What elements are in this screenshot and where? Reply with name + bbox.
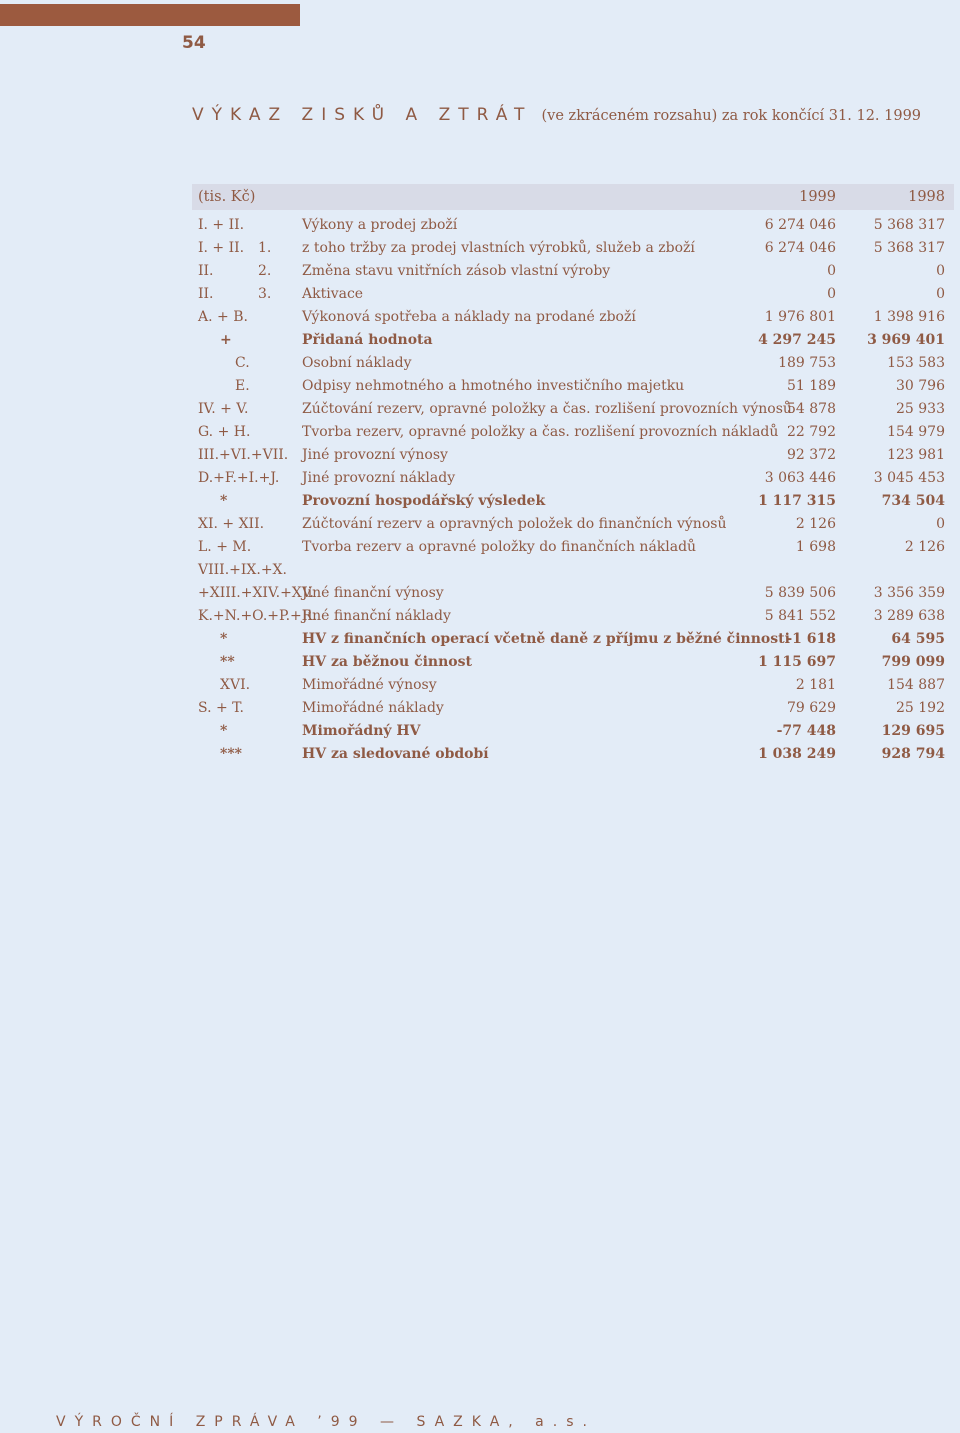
row-subnumber: 2. xyxy=(258,263,272,279)
row-code: XVI. xyxy=(220,677,251,693)
row-value-1998: 3 045 453 xyxy=(873,470,945,486)
row-value-1999: -77 448 xyxy=(776,723,836,739)
row-description: z toho tržby za prodej vlastních výrobků, služeb a zboží xyxy=(302,240,695,256)
row-code: II. xyxy=(198,263,214,279)
table-row-subtotal xyxy=(192,628,954,651)
table-row xyxy=(192,306,954,329)
row-value-1999: 51 189 xyxy=(787,378,836,394)
row-code: I. + II. xyxy=(198,217,245,233)
row-value-1998: 5 368 317 xyxy=(873,240,945,256)
row-value-1999: 79 629 xyxy=(787,700,836,716)
row-code: * xyxy=(220,493,228,509)
table-row-subtotal xyxy=(192,490,954,513)
row-code: D.+F.+I.+J. xyxy=(198,470,280,486)
row-value-1999: 6 274 046 xyxy=(764,240,836,256)
row-code: +XIII.+XIV.+XV. xyxy=(198,585,314,601)
table-row xyxy=(192,398,954,421)
row-value-1998: 154 887 xyxy=(887,677,945,693)
row-value-1998: 2 126 xyxy=(904,539,945,555)
row-code: S. + T. xyxy=(198,700,244,716)
report-title: VÝKAZ ZISKŮ A ZTRÁT xyxy=(192,105,533,125)
row-value-1998: 1 398 916 xyxy=(873,309,945,325)
row-description: Mimořádný HV xyxy=(302,723,421,739)
table-row xyxy=(192,237,954,260)
row-code: * xyxy=(220,723,228,739)
table-row xyxy=(192,605,954,628)
row-value-1999: 6 274 046 xyxy=(764,217,836,233)
row-value-1998: 0 xyxy=(936,516,945,532)
row-code: + xyxy=(220,332,232,348)
column-header-1998: 1998 xyxy=(908,189,945,205)
row-description: Mimořádné výnosy xyxy=(302,677,437,693)
row-value-1998: 25 933 xyxy=(896,401,945,417)
row-code: E. xyxy=(235,378,250,394)
table-row-total xyxy=(192,743,954,766)
row-value-1998: 123 981 xyxy=(887,447,945,463)
row-value-1998: 3 969 401 xyxy=(867,332,945,348)
row-value-1998: 928 794 xyxy=(881,746,945,762)
table-row xyxy=(192,582,954,605)
row-description: Jiné finanční výnosy xyxy=(302,585,444,601)
row-description: Aktivace xyxy=(302,286,364,302)
row-code: IV. + V. xyxy=(198,401,249,417)
row-value-1999: 5 839 506 xyxy=(764,585,836,601)
row-value-1999: 1 698 xyxy=(795,539,836,555)
row-code: ** xyxy=(220,654,235,670)
row-value-1999: 54 878 xyxy=(787,401,836,417)
report-subtitle: (ve zkráceném rozsahu) za rok končící 31. 12. 1999 xyxy=(541,108,922,124)
row-value-1999: 1 976 801 xyxy=(764,309,836,325)
row-value-1999: 22 792 xyxy=(787,424,836,440)
row-code: G. + H. xyxy=(198,424,251,440)
table-row-subtotal xyxy=(192,329,954,352)
row-value-1998: 5 368 317 xyxy=(873,217,945,233)
row-value-1999: 189 753 xyxy=(778,355,836,371)
row-subnumber: 1. xyxy=(258,240,272,256)
row-description: Výkony a prodej zboží xyxy=(302,217,458,233)
row-code: L. + M. xyxy=(198,539,252,555)
page-number: 54 xyxy=(182,33,206,53)
row-value-1998: 30 796 xyxy=(896,378,945,394)
row-code: VIII.+IX.+X. xyxy=(198,562,287,578)
row-value-1998: 25 192 xyxy=(896,700,945,716)
row-description: Provozní hospodářský výsledek xyxy=(302,493,546,509)
row-value-1999: 3 063 446 xyxy=(764,470,836,486)
row-code: * xyxy=(220,631,228,647)
table-row xyxy=(192,421,954,444)
row-value-1999: 0 xyxy=(827,263,836,279)
row-value-1999: 0 xyxy=(827,286,836,302)
row-description: Jiné provozní výnosy xyxy=(302,447,448,463)
row-code: C. xyxy=(235,355,250,371)
table-row xyxy=(192,674,954,697)
row-value-1998: 799 099 xyxy=(881,654,945,670)
column-header-1999: 1999 xyxy=(799,189,836,205)
table-row xyxy=(192,697,954,720)
table-row xyxy=(192,214,954,237)
row-code: III.+VI.+VII. xyxy=(198,447,289,463)
row-description: Jiné provozní náklady xyxy=(302,470,456,486)
row-code: II. xyxy=(198,286,214,302)
table-row-subtotal xyxy=(192,720,954,743)
row-description: Změna stavu vnitřních zásob vlastní výroby xyxy=(302,263,611,279)
table-row xyxy=(192,513,954,536)
table-row xyxy=(192,536,954,559)
table-header xyxy=(192,184,954,210)
row-value-1998: 0 xyxy=(936,263,945,279)
row-value-1998: 154 979 xyxy=(887,424,945,440)
row-value-1998: 3 356 359 xyxy=(873,585,945,601)
row-description: HV za běžnou činnost xyxy=(302,654,472,670)
row-description: Zúčtování rezerv, opravné položky a čas. rozlišení provozních výnosů xyxy=(302,401,792,417)
report-heading xyxy=(192,105,921,125)
row-subnumber: 3. xyxy=(258,286,272,302)
income-statement-table xyxy=(192,214,954,766)
row-description: HV z finančních operací včetně daně z příjmu z běžné činnosti xyxy=(302,631,790,647)
row-code: *** xyxy=(220,746,242,762)
row-value-1999: 1 117 315 xyxy=(758,493,836,509)
row-value-1998: 0 xyxy=(936,286,945,302)
row-description: Odpisy nehmotného a hmotného investičního majetku xyxy=(302,378,685,394)
row-value-1998: 64 595 xyxy=(891,631,945,647)
table-row-subtotal xyxy=(192,651,954,674)
table-row xyxy=(192,260,954,283)
row-value-1999: -1 618 xyxy=(786,631,836,647)
table-row xyxy=(192,352,954,375)
table-row xyxy=(192,444,954,467)
row-code: I. + II. xyxy=(198,240,245,256)
row-description: Jiné finanční náklady xyxy=(302,608,451,624)
row-description: Zúčtování rezerv a opravných položek do finančních výnosů xyxy=(302,516,727,532)
row-description: Výkonová spotřeba a náklady na prodané zboží xyxy=(302,309,636,325)
row-code: K.+N.+O.+P.+R. xyxy=(198,608,317,624)
row-code: A. + B. xyxy=(198,309,248,325)
row-description: Tvorba rezerv a opravné položky do finančních nákladů xyxy=(302,539,697,555)
units-label: (tis. Kč) xyxy=(198,189,256,205)
row-value-1998: 129 695 xyxy=(881,723,945,739)
row-description: Osobní náklady xyxy=(302,355,412,371)
row-description: Mimořádné náklady xyxy=(302,700,444,716)
top-accent-bar xyxy=(0,4,300,26)
row-description: HV za sledované období xyxy=(302,746,489,762)
footer-publication-line: VÝROČNÍ ZPRÁVA ’99 — SAZKA, a.s. xyxy=(56,1414,596,1430)
row-value-1999: 1 115 697 xyxy=(758,654,836,670)
row-code: XI. + XII. xyxy=(198,516,265,532)
table-row xyxy=(192,375,954,398)
row-description: Tvorba rezerv, opravné položky a čas. rozlišení provozních nákladů xyxy=(302,424,779,440)
row-value-1998: 153 583 xyxy=(887,355,945,371)
row-value-1999: 5 841 552 xyxy=(764,608,836,624)
row-value-1999: 92 372 xyxy=(787,447,836,463)
row-value-1999: 2 181 xyxy=(795,677,836,693)
row-value-1998: 734 504 xyxy=(881,493,945,509)
row-value-1999: 4 297 245 xyxy=(758,332,836,348)
table-row xyxy=(192,559,954,582)
row-value-1998: 3 289 638 xyxy=(873,608,945,624)
table-row xyxy=(192,283,954,306)
table-row xyxy=(192,467,954,490)
row-value-1999: 2 126 xyxy=(795,516,836,532)
row-description: Přidaná hodnota xyxy=(302,332,433,348)
row-value-1999: 1 038 249 xyxy=(758,746,836,762)
